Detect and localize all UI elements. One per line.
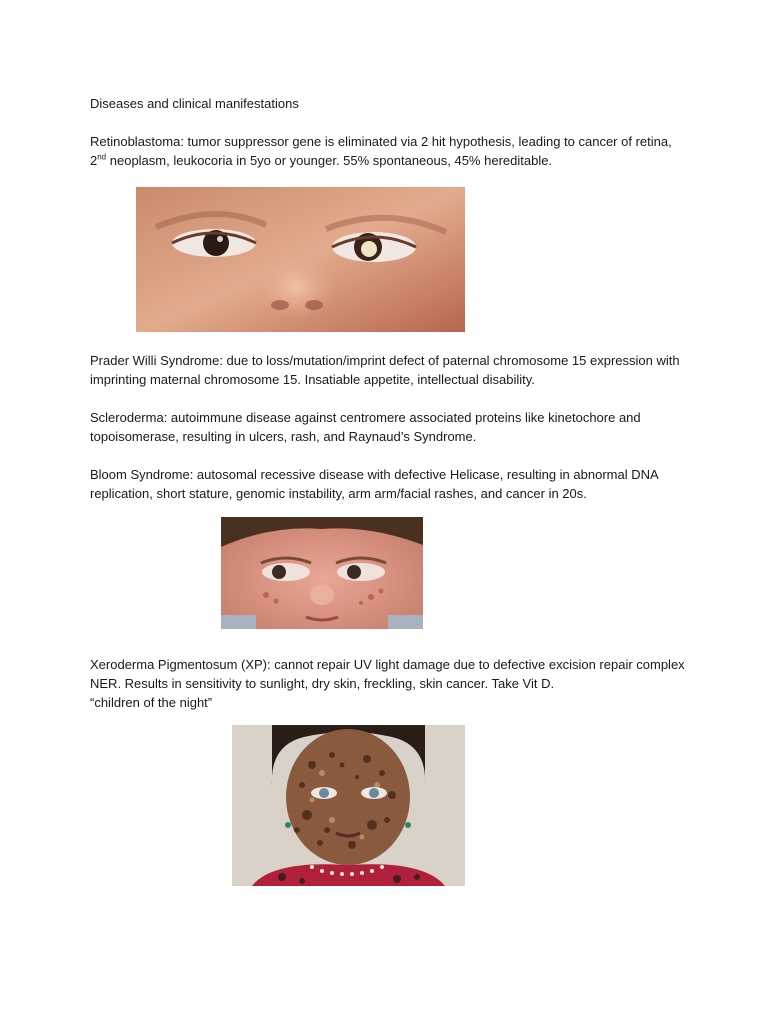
xeroderma-paragraph: Xeroderma Pigmentosum (XP): cannot repair UV light damage due to defective excision repair complex NER. Results in sensitivity to sunlight, dry skin, freckling, skin cancer. Take Vit D.	[90, 657, 685, 691]
photo-xeroderma-pigmentosum-face	[232, 725, 465, 886]
bloom-syndrome-paragraph: Bloom Syndrome: autosomal recessive disease with defective Helicase, resulting in abnormal DNA replication, short stature, genomic instability, arm arm/facial rashes, and cancer in 20s.	[90, 467, 658, 501]
retinoblastoma-text-b: neoplasm, leukocoria in 5yo or younger. 55% spontaneous, 45% hereditable.	[106, 153, 553, 168]
xeroderma-nickname: “children of the night”	[90, 695, 213, 710]
retinoblastoma-paragraph	[90, 132, 690, 170]
photo-bloom-syndrome-face	[221, 517, 423, 629]
retinoblastoma-text-a: Retinoblastoma: tumor suppressor gene is eliminated via 2 hit hypothesis, leading to cancer of retina, 2	[90, 134, 672, 168]
prader-willi-paragraph: Prader Willi Syndrome: due to loss/mutation/imprint defect of paternal chromosome 15 expression with imprinting maternal chromosome 15. Insatiable appetite, intellectual disability.	[90, 353, 680, 387]
retinoblastoma-superscript: nd	[97, 152, 107, 162]
page-title: Diseases and clinical manifestations	[90, 96, 299, 111]
scleroderma-paragraph: Scleroderma: autoimmune disease against centromere associated proteins like kinetochore and topoisomerase, resulting in ulcers, rash, and Raynaud’s Syndrome.	[90, 410, 641, 444]
photo-leukocoria-eyes	[136, 187, 465, 332]
